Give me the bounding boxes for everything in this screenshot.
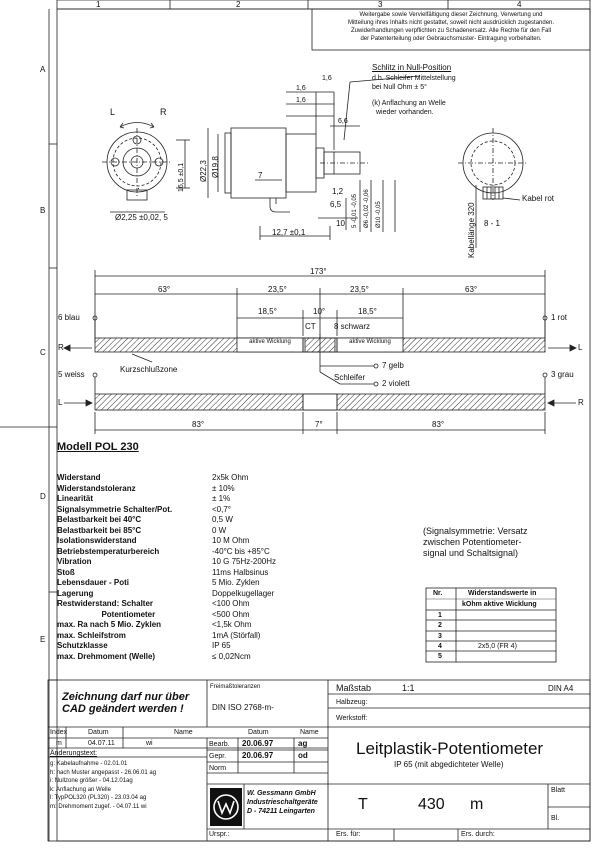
spec-row: Vibration 10 G 75Hz-200Hz [57, 557, 277, 566]
label-2-violett: 2 violett [382, 379, 410, 388]
gepr-date: 20.06.97 [242, 751, 274, 760]
model-title: Modell POL 230 [57, 441, 139, 453]
dim-5: 5 -0,01 -0,05 [352, 193, 358, 228]
grid-row-b: B [40, 206, 46, 215]
rotation-left-label: L [110, 107, 116, 117]
index-label: Index [50, 729, 68, 736]
spec-row: Widerstandstoleranz ± 10% [57, 483, 235, 493]
company-name: W. Gessmann GmbH [247, 790, 316, 797]
table-row: 2 [438, 622, 442, 629]
table-head-2: kOhm aktive Wicklung [462, 601, 537, 608]
kabellaenge-label: Kabellänge 320 [467, 202, 476, 258]
spec-row: max. Drehmoment (Welle) ≤ 0,02Ncm [57, 651, 251, 661]
aktive-wicklung-left: aktive Wicklung [249, 339, 291, 345]
copyright-notice: Weitergabe sowie Vervielfältigung dieser Zeichnung, Verwertung und Mitteilung ihres Inhalts nicht gestattet, soweit nicht ausdrücklich zugestanden. Zuwiderhandlungen verpflichten zu Schadenersatz. Alle Rechte für den Fall der Patenterteilung oder Gebrauchsmuster- Eintragung vorbehalten. [347, 12, 555, 42]
label-kurzschlusszone: Kurzschlußzone [120, 365, 178, 374]
ers-fuer-label: Ers. für: [336, 831, 361, 838]
signalsymmetrie-note: (Signalsymmetrie: Versatz zwischen Potentiometer- signal und Schaltsignal) [423, 526, 528, 558]
track-seg-63-right: 63° [465, 285, 478, 294]
spec-row: Lebensdauer - Poti 5 Mio. Zyklen [57, 578, 260, 587]
schlitz-line-4: wieder vorhanden. [376, 109, 434, 116]
label-ct: CT [305, 322, 316, 331]
track-seg-83-left: 83° [192, 420, 205, 429]
spec-row: Belastbarkeit bei 85°C 0 W [57, 525, 227, 535]
spec-row: Betriebstemperaturbereich -40°C bis +85°C [57, 546, 270, 556]
arrow-l-bottom-left: L [58, 398, 63, 407]
table-row: 3 [438, 633, 442, 640]
list-item: i: Nullzone größer - 04.12.01ag [50, 778, 133, 784]
bl-label: Bl. [551, 815, 560, 822]
aktive-wicklung-right: aktive Wicklung [349, 339, 391, 345]
grid-row-e: E [40, 635, 46, 644]
list-item: h: nach Muster angepasst - 26.06.01 ag [50, 769, 157, 776]
arrow-r-bottom-right: R [578, 398, 584, 407]
name-value: wi [146, 740, 153, 747]
massstab-label: Maßstab [336, 683, 372, 693]
schlitz-line-1: d.h. Schleifer Mittelstellung [372, 75, 456, 82]
dim-19-8: Ø19,8 [211, 156, 220, 178]
drawing-number: 430 [418, 796, 445, 813]
table-row: 5 [438, 653, 442, 660]
dim-2-25: Ø2,25 ±0,02, 5 [115, 213, 168, 222]
track-seg-7: 7° [315, 420, 323, 429]
change-log [50, 761, 156, 810]
label-5-weiss: 5 weiss [58, 370, 85, 379]
index-value: m [56, 740, 62, 747]
grid-row-c: C [40, 348, 46, 357]
bearb-name: ag [298, 739, 308, 748]
dim-10-shaft: Ø10 -0,05 [376, 201, 382, 228]
track-seg-23-5-right: 23,5° [350, 285, 369, 294]
track-seg-18-5-right: 18,5° [358, 307, 377, 316]
table-head-1: Widerstandswerte in [468, 590, 537, 597]
label-7-gelb: 7 gelb [382, 361, 404, 370]
dim-10: 10 [336, 219, 345, 228]
aenderung-label: Änderungstext: [50, 750, 98, 757]
dim-6-6: 6,6 [338, 118, 348, 125]
name-head: Name [300, 729, 319, 736]
track-seg-10: 10° [313, 307, 326, 316]
list-item: g: Kabelaufnahme - 02.01.01 [50, 761, 128, 767]
spec-row: Signalsymmetrie Schalter/Pot. <0,7° [57, 504, 231, 514]
spec-row: Linearität ± 1% [57, 494, 231, 503]
spec-row: Schutzklasse IP 65 [57, 641, 231, 650]
dim-6-5: 6,5 [330, 200, 342, 209]
drawing-prefix: T [358, 796, 368, 813]
company-line-2: Industrieschaltgeräte [247, 799, 318, 806]
table-row: 1 [438, 612, 442, 619]
datum-label: Datum [88, 729, 109, 736]
urspr-label: Urspr.: [209, 831, 230, 838]
schlitz-line-2: bei Null Ohm ± 5° [372, 84, 427, 91]
label-schleifer: Schleifer [334, 373, 366, 382]
spec-row: Isolationswiderstand 10 M Ohm [57, 536, 250, 545]
drawing-suffix: m [470, 796, 484, 813]
track-seg-63-left: 63° [158, 285, 171, 294]
cad-note-2: CAD geändert werden ! [62, 703, 184, 715]
norm-label: Norm [209, 765, 227, 772]
document-title: Leitplastik-Potentiometer [356, 739, 544, 758]
gepr-label: Gepr. [209, 753, 227, 760]
spec-row: max. Schleifstrom 1mA (Störfall) [57, 630, 261, 640]
label-6-blau: 6 blau [58, 313, 80, 322]
track-seg-23-5-left: 23,5° [268, 285, 287, 294]
grid-row-d: D [40, 492, 46, 501]
grid-col-1: 1 [96, 0, 101, 9]
label-3-grau: 3 grau [551, 370, 574, 379]
dim-16-5: 16,5 ±0,1 [178, 162, 185, 192]
bearb-date: 20.06.97 [242, 739, 274, 748]
name-label: Name [174, 729, 193, 736]
spec-row: max. Ra nach 5 Mio. Zyklen <1,5k Ohm [57, 620, 252, 629]
list-item: k: Anflachung an Welle [50, 786, 111, 793]
table-row: 4 [438, 643, 442, 650]
massstab-value: 1:1 [402, 683, 415, 693]
spec-row: Belastbarkeit bei 40°C 0,5 W [57, 515, 233, 524]
dim-1-6-c: 1,6 [296, 97, 306, 104]
spec-row: Lagerung Doppelkugellager [57, 588, 275, 598]
dim-6-shaft: Ø6 -0,02 -0,06 [364, 189, 370, 228]
table-head-nr: Nr. [433, 590, 443, 597]
spec-row: Stoß 11ms Halbsinus [57, 567, 269, 577]
spec-row: Potentiometer <500 Ohm [57, 609, 250, 619]
datum-head: Datum [248, 729, 269, 736]
grid-col-3: 3 [378, 0, 383, 9]
arrow-r-top-left: R [58, 343, 64, 352]
ers-durch-label: Ers. durch: [461, 831, 495, 838]
dim-12-7: 12,7 ±0,1 [272, 228, 306, 237]
freimass-label: Freimaßtoleranzen [210, 684, 261, 690]
list-item: m: Drehmoment zugef. - 04.07.11 wi [50, 803, 147, 810]
document-subtitle: IP 65 (mit abgedichteter Welle) [394, 760, 504, 769]
dim-1-2: 1,2 [332, 187, 344, 196]
dim-1-6-b: 1,6 [296, 85, 306, 92]
track-seg-83-right: 83° [432, 420, 445, 429]
datum-value: 04.07.11 [88, 740, 115, 747]
werkstoff-label: Werkstoff: [336, 715, 368, 722]
dim-22-3: Ø22,3 [199, 160, 208, 182]
schlitz-title: Schlitz in Null-Position [372, 63, 452, 72]
cad-note-1: Zeichnung darf nur über [62, 691, 190, 703]
arrow-l-top-right: L [578, 343, 583, 352]
label-1-rot: 1 rot [551, 313, 568, 322]
list-item: l: TypPOL320 (PL320) - 23.03.04 ag [50, 795, 147, 801]
dim-7: 7 [258, 171, 263, 180]
kabel-rot-label: Kabel rot [522, 194, 555, 203]
gepr-name: od [298, 751, 308, 760]
grid-col-4: 4 [517, 0, 522, 9]
spec-row: Restwiderstand: Schalter <100 Ohm [57, 599, 250, 608]
freimass-value: DIN ISO 2768-m- [212, 703, 274, 712]
company-line-3: D - 74211 Leingarten [247, 808, 315, 815]
blatt-label: Blatt [551, 787, 566, 794]
grid-col-2: 2 [236, 0, 241, 9]
halbzeug-label: Halbzeug: [336, 699, 368, 706]
track-total-dim: 173° [310, 267, 327, 276]
label-8-schwarz: 8 schwarz [334, 322, 371, 331]
schlitz-line-3: (k) Anflachung an Welle [372, 100, 446, 107]
rotation-right-label: R [160, 107, 167, 117]
bearb-label: Bearb. [209, 741, 230, 748]
spec-row: Widerstand 2x5k Ohm [57, 473, 249, 482]
pin-range-label: 8 - 1 [484, 219, 501, 228]
grid-row-a: A [40, 65, 46, 74]
dim-1-6-a: 1,6 [322, 75, 332, 82]
format-label: DIN A4 [548, 684, 574, 693]
table-cell-value: 2x5,0 (FR 4) [478, 643, 517, 650]
track-seg-18-5-left: 18,5° [258, 307, 277, 316]
